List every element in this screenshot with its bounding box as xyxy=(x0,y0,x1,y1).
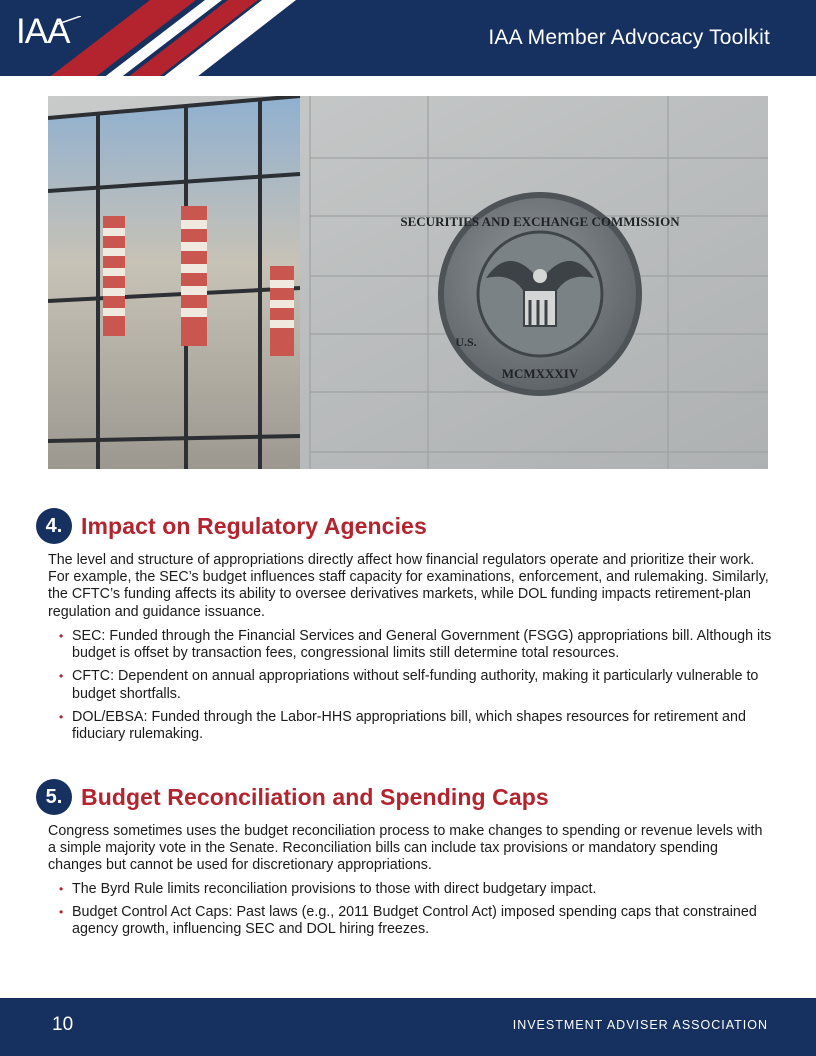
list-item: • SEC: Funded through the Financial Services and General Government (FSGG) appropriations bill. Although its budget is offset by transaction fees, congressional limits still determine total resources. xyxy=(59,628,772,662)
bullet-icon: • xyxy=(59,905,64,920)
section-number-badge: 4. xyxy=(36,508,72,544)
section-4-heading xyxy=(36,508,427,544)
iaa-logo[interactable]: IAA xyxy=(16,14,81,50)
list-item: • CFTC: Dependent on annual appropriations without self-funding authority, making it particularly vulnerable to budget shortfalls. xyxy=(59,668,759,702)
svg-text:SECURITIES AND EXCHANGE COMMIS: SECURITIES AND EXCHANGE COMMISSION xyxy=(400,214,680,229)
bullet-icon: • xyxy=(59,669,64,684)
svg-text:MCMXXXIV: MCMXXXIV xyxy=(501,366,579,381)
bullet-icon: • xyxy=(59,882,64,896)
page-footer xyxy=(0,998,816,1056)
page-number: 10 xyxy=(52,1014,74,1035)
bullet-icon: • xyxy=(59,629,64,643)
document-title: IAA Member Advocacy Toolkit xyxy=(488,26,770,49)
section-4-intro: The level and structure of appropriations directly affect how financial regulators operate and prioritize their work. For example, the SEC’s budget influences staff capacity for examinations, enforcement, and rulemaking. Similarly, the CFTC’s funding affects its ability to oversee derivatives markets, while DOL funding impacts retirement-plan regulation and guidance issuance. xyxy=(48,552,769,620)
svg-text:U.S.: U.S. xyxy=(455,335,477,349)
section-number-badge: 5. xyxy=(36,779,72,815)
section-title: Budget Reconciliation and Spending Caps xyxy=(81,783,549,810)
section-5-intro: Congress sometimes uses the budget reconciliation process to make changes to spending or revenue levels with a simple majority vote in the Senate. Reconciliation bills can include tax provisions or mandatory spending changes but cannot be used for discretionary appropriations. xyxy=(48,823,763,874)
sec-building-photo xyxy=(48,96,768,469)
section-title: Impact on Regulatory Agencies xyxy=(81,512,427,539)
list-item: • Budget Control Act Caps: Past laws (e.g., 2011 Budget Control Act) imposed spending caps that constrained agency growth, influencing SEC and DOL hiring freezes. xyxy=(59,904,757,938)
section-5-bullet-list xyxy=(56,881,772,945)
list-item: • The Byrd Rule limits reconciliation provisions to those with direct budgetary impact. xyxy=(59,881,597,897)
section-4-bullet-list xyxy=(56,628,772,749)
logo-swoosh-icon xyxy=(55,16,81,26)
section-5-heading xyxy=(36,779,549,815)
page-header xyxy=(0,0,816,76)
organization-name: INVESTMENT ADVISER ASSOCIATION xyxy=(512,1018,768,1032)
bullet-icon: • xyxy=(59,709,64,724)
list-item: • DOL/EBSA: Funded through the Labor-HHS appropriations bill, which shapes resources for retirement and fiduciary rulemaking. xyxy=(59,708,746,743)
